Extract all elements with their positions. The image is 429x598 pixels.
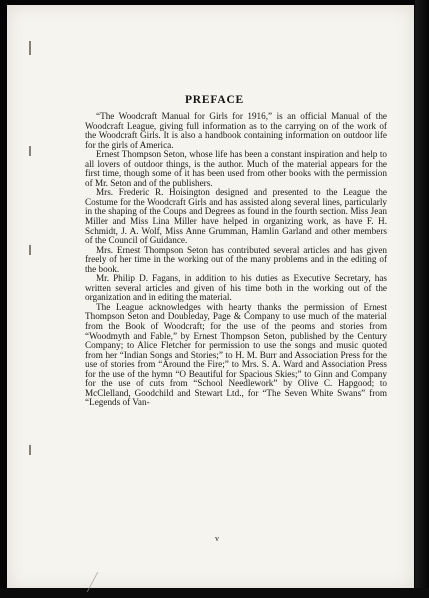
page-number: v [215, 534, 219, 543]
binding-mark [29, 41, 31, 55]
binding-mark [29, 146, 31, 156]
preface-paragraph: “The Woodcraft Manual for Girls for 1916,” is an official Manual of the Woodcraft League, giving full information as to the carrying on of the work of the Woodcraft Girls. It is also a handbook containing information on outdoor life for the girls of America. [85, 111, 387, 150]
scan-right-edge [415, 0, 429, 598]
preface-paragraph: Mrs. Ernest Thompson Seton has contributed several articles and has given freely of her time in the working out of the many problems and in the editing of the book. [85, 244, 387, 274]
preface-paragraph: Mrs. Frederic R. Hoisington designed and presented to the League the Costume for the Woodcraft Girls and has assisted along several lines, particularly in the shaping of the Coups and Degrees as found in the fourth section. Miss Jean Miller and Miss Lina Miller have helped in organizing work, as have F. H. Schmidt, J. A. Wolf, Miss Anne Grumman, Hamlin Garland and other members of the Council of Guidance. [85, 187, 387, 246]
binding-mark [29, 445, 31, 455]
scan-bottom-edge [0, 588, 429, 598]
binding-mark [29, 245, 31, 255]
preface-paragraph: Ernest Thompson Seton, whose life has been a constant inspiration and help to all lovers of outdoor things, is the author. Much of the material appears for the first time, though some of it has been used from other books with the permission of Mr. Seton and of the publishers. [85, 149, 387, 188]
preface-body [85, 112, 387, 408]
preface-paragraph: Mr. Philip D. Fagans, in addition to his duties as Executive Secretary, has written several articles and given of his time both in the working out of the organization and in editing the material. [85, 273, 387, 303]
page-title: PREFACE [184, 94, 245, 106]
preface-paragraph: The League acknowledges with hearty thanks the permission of Ernest Thompson Seton and Doubleday, Page & Company to use much of the material from the Book of Woodcraft; for the use of the peoms and stories from “Woodmyth and Fable,” by Ernest Thompson Seton, published by the Century Company; to Alice Fletcher for permission to use the songs and music quoted from her “Indian Songs and Stories;” to H. M. Burr and Association Press for the use of stories from “Around the Fire;” to Mrs. S. A. Ward and Association Press for the use of the hymn “O Beautiful for Spacious Skies;” to Ginn and Company for the use of cuts from “School Needlework” by Olive C. Hapgood; to McClelland, Goodchild and Stewart Ltd., for “The Seven White Swans” from “Legends of Van- [85, 301, 387, 408]
